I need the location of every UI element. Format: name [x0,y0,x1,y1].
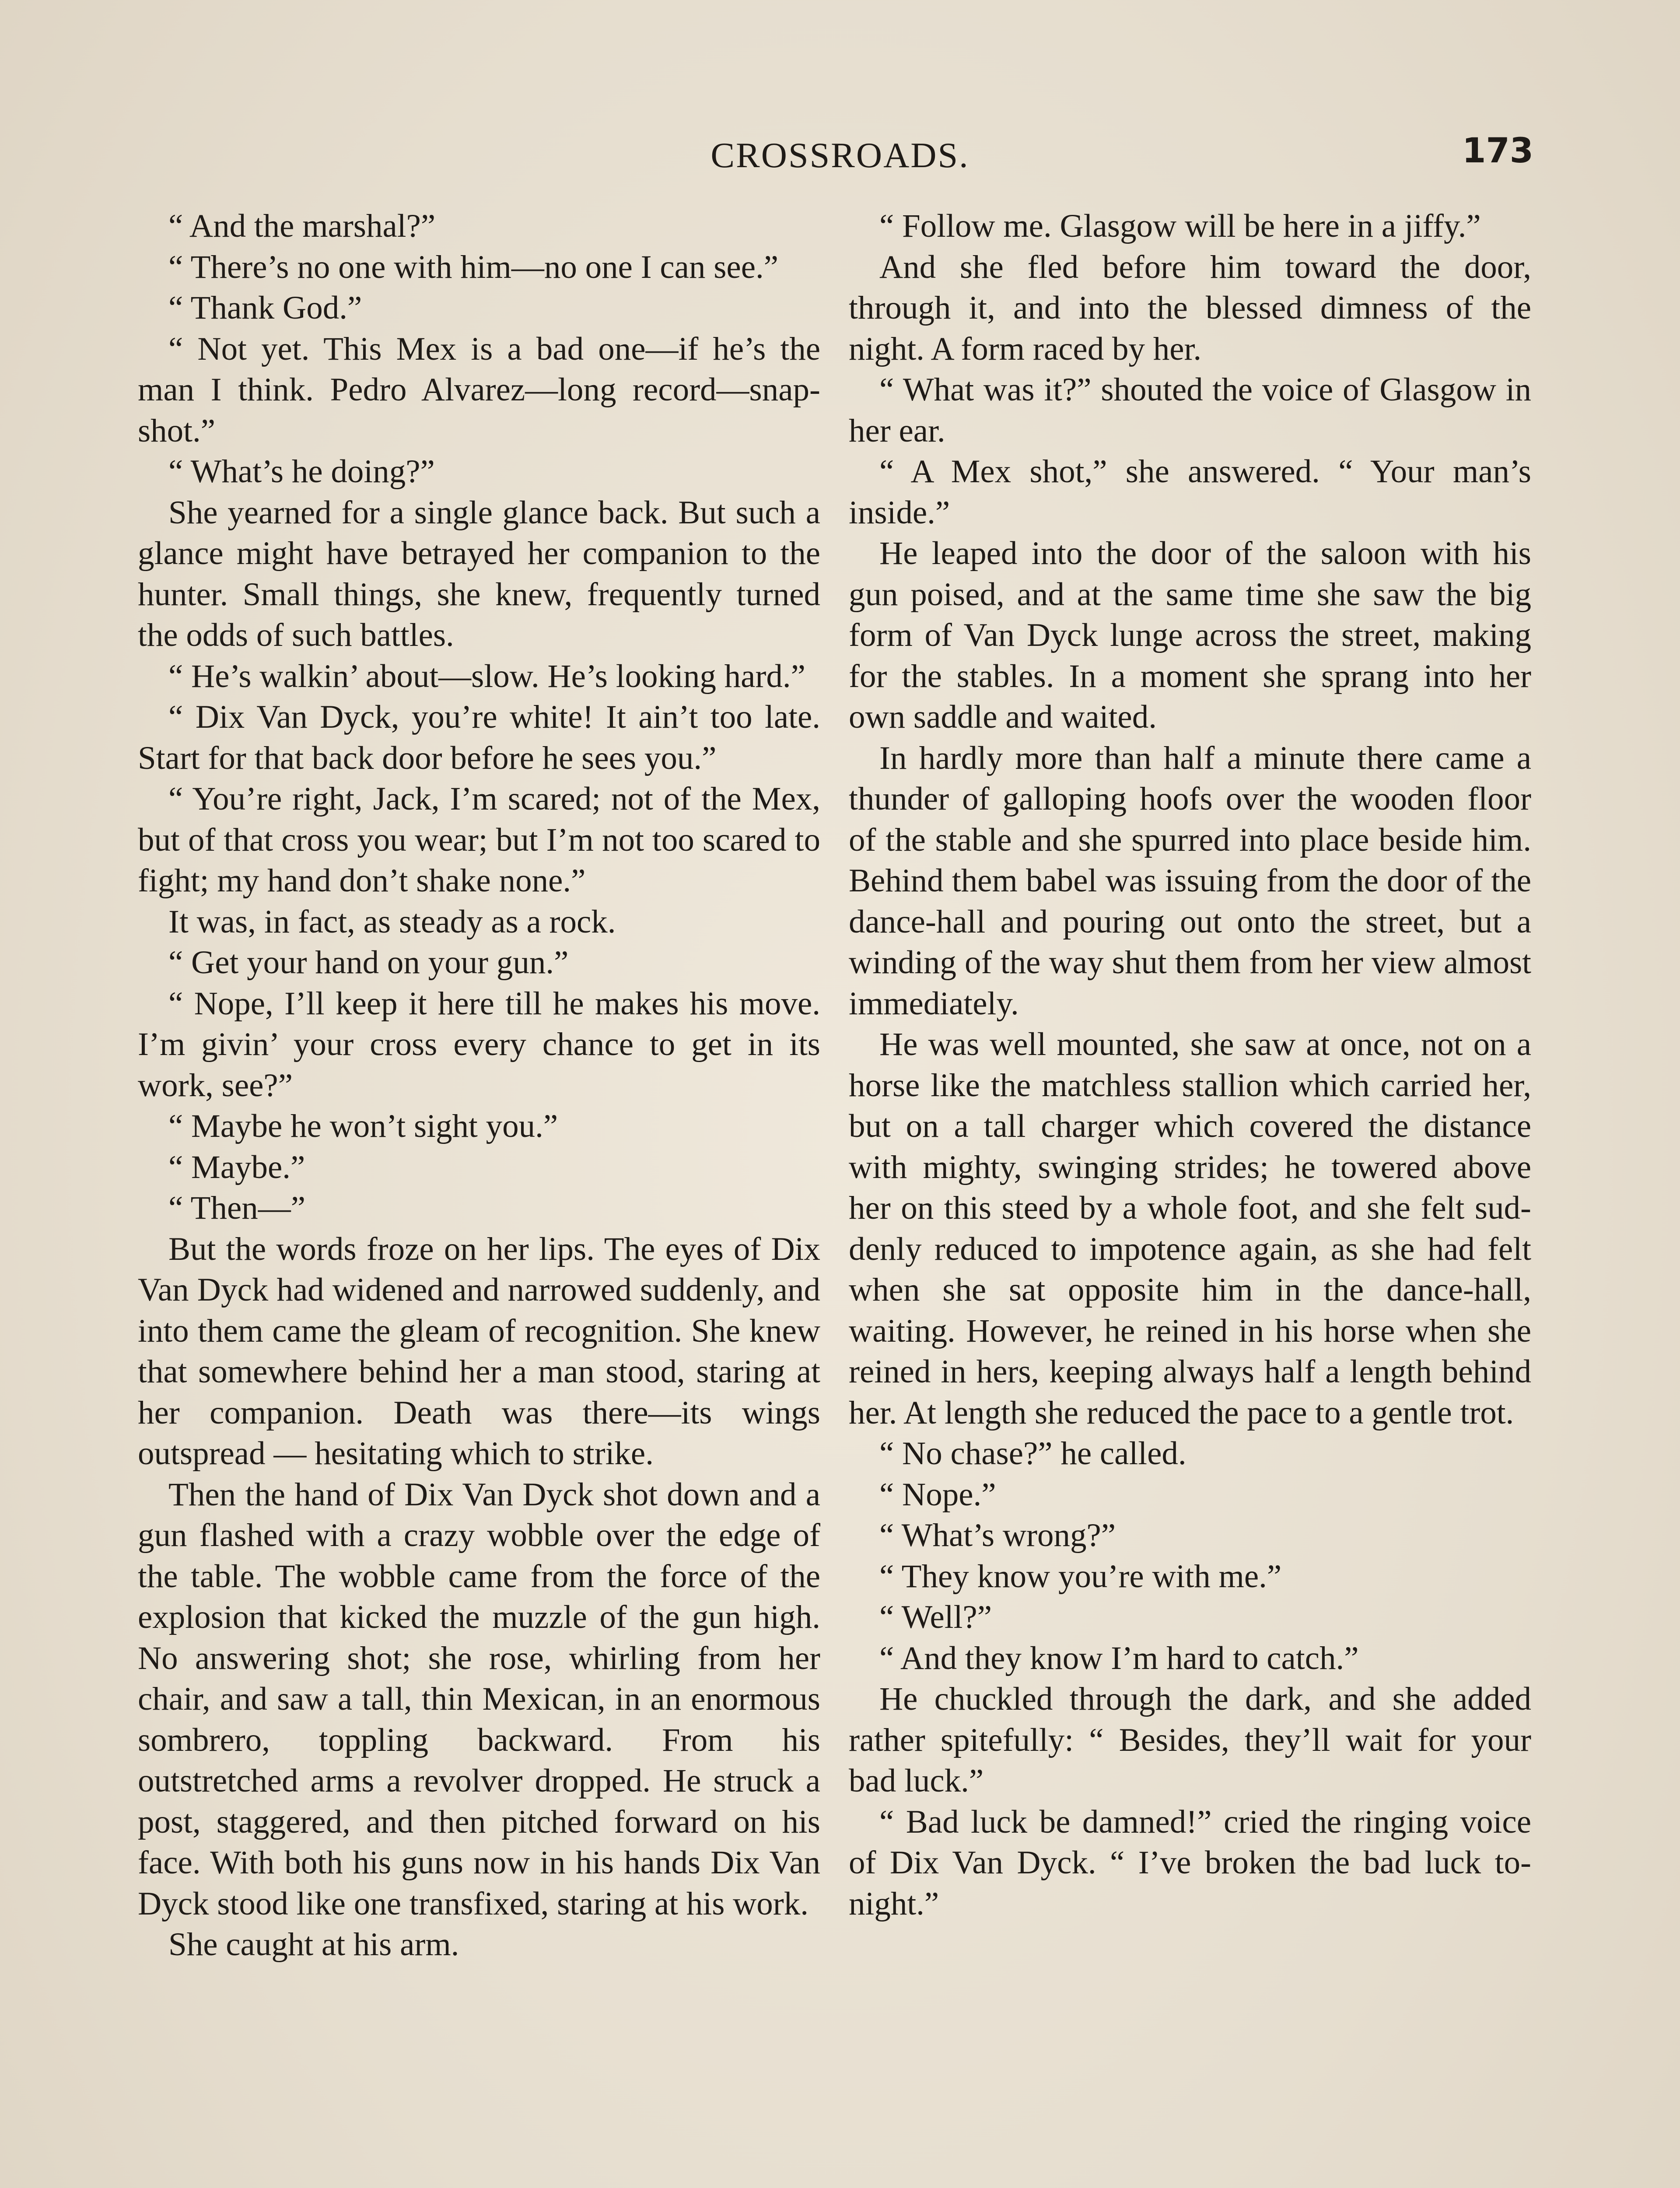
paragraph: He leaped into the door of the saloon with his gun poised, and at the same time she saw the big form of Van Dyck lunge across the street, making for the stables. In a moment she sprang into her own saddle and waited. [849,535,1531,735]
right-text-column [849,206,1531,1924]
paragraph: “ Nope.” [879,1476,996,1513]
paragraph: Then the hand of Dix Van Dyck shot down and a gun flashed with a crazy wobble over the edge of the table. The wobble came from the force of the explosion that kicked the muzzle of the gun high. No answering shot; she rose, whirling from her chair, and saw a tall, thin Mexican, in an enormous sombrero, toppling backward. From his outstretched arms a revolver dropped. He struck a post, staggered, and then pitched forward on his face. With both his guns now in his hands Dix Van Dyck stood like one transfixed, staring at his work. [138,1476,820,1922]
paragraph: “ What’s he doing?” [168,453,435,490]
paragraph: “ Well?” [879,1599,992,1635]
paragraph: “ Maybe he won’t sight you.” [168,1108,558,1144]
paragraph: “ Get your hand on your gun.” [168,944,569,981]
paragraph: “ Dix Van Dyck, you’re white! It ain’t too late. Start for that back door before he sees you.” [138,699,820,776]
paragraph: “ And the marshal?” [168,208,436,244]
paragraph: “ No chase?” he called. [879,1435,1186,1472]
paragraph: “ Thank God.” [168,290,362,326]
page-number: 173 [1462,131,1533,171]
paragraph: “ They know you’re with me.” [879,1558,1282,1595]
left-text-column [138,206,820,1965]
paragraph: “ Not yet. This Mex is a bad one—if he’s the man I think. Pedro Alvarez—long record—snap-shot.” [138,330,820,449]
paragraph: She caught at his arm. [168,1926,459,1963]
paragraph: “ He’s walkin’ about—slow. He’s looking hard.” [168,658,805,694]
paragraph: “ There’s no one with him—no one I can see.” [168,249,779,285]
paragraph: “ A Mex shot,” she answered. “ Your man’s inside.” [849,453,1531,531]
paragraph: “ What’s wrong?” [879,1517,1116,1553]
paragraph: And she fled before him toward the door, through it, and into the blessed dimness of the night. A form raced by her. [849,249,1531,367]
paragraph: “ Nope, I’ll keep it here till he makes his move. I’m givin’ your cross every chance to get in its work, see?” [138,985,820,1104]
paragraph: “ Maybe.” [168,1149,305,1185]
paragraph: He was well mounted, she saw at once, not on a horse like the matchless stallion which carried her, but on a tall charger which covered the distance with mighty, swinging strides; he towered above her on this steed by a whole foot, and she felt suddenly reduced to impotence again, as she had felt when she sat opposite him in the dance-hall, waiting. However, he reined in his horse when she reined in hers, keeping always half a length behind her. At length she reduced the pace to a gentle trot. [849,1026,1531,1431]
paragraph: “ Follow me. Glasgow will be here in a jiffy.” [879,208,1481,244]
paragraph: “ You’re right, Jack, I’m scared; not of the Mex, but of that cross you wear; but I’m not too scared to fight; my hand don’t shake none.” [138,781,820,899]
paragraph: “ Bad luck be damned!” cried the ringing voice of Dix Van Dyck. “ I’ve broken the bad luck to-night.” [849,1803,1531,1922]
paragraph: He chuckled through the dark, and she added rather spitefully: “ Besides, they’ll wait for your bad luck.” [849,1681,1531,1799]
paragraph: “ What was it?” shouted the voice of Glasgow in her ear. [849,372,1531,449]
paragraph: In hardly more than half a minute there came a thunder of galloping hoofs over the wooden floor of the stable and she spurred into place beside him. Behind them babel was issuing from the door of the dance-hall and pouring out onto the street, but a winding of the way shut them from her view almost immediately. [849,740,1531,1022]
paragraph: It was, in fact, as steady as a rock. [168,903,616,940]
paragraph: “ Then—” [168,1190,306,1226]
paragraph: “ And they know I’m hard to catch.” [879,1640,1359,1676]
running-head [0,131,1680,179]
paragraph: She yearned for a single glance back. But such a glance might have betrayed her companion to the hunter. Small things, she knew, frequently turned the odds of such battles. [138,494,820,653]
paragraph: But the words froze on her lips. The eyes of Dix Van Dyck had widened and narrowed suddenly, and into them came the gleam of recognition. She knew that somewhere behind her a man stood, staring at her companion. Death was there—its wings outspread — hesitating which to strike. [138,1231,820,1472]
running-title: CROSSROADS. [710,135,970,175]
